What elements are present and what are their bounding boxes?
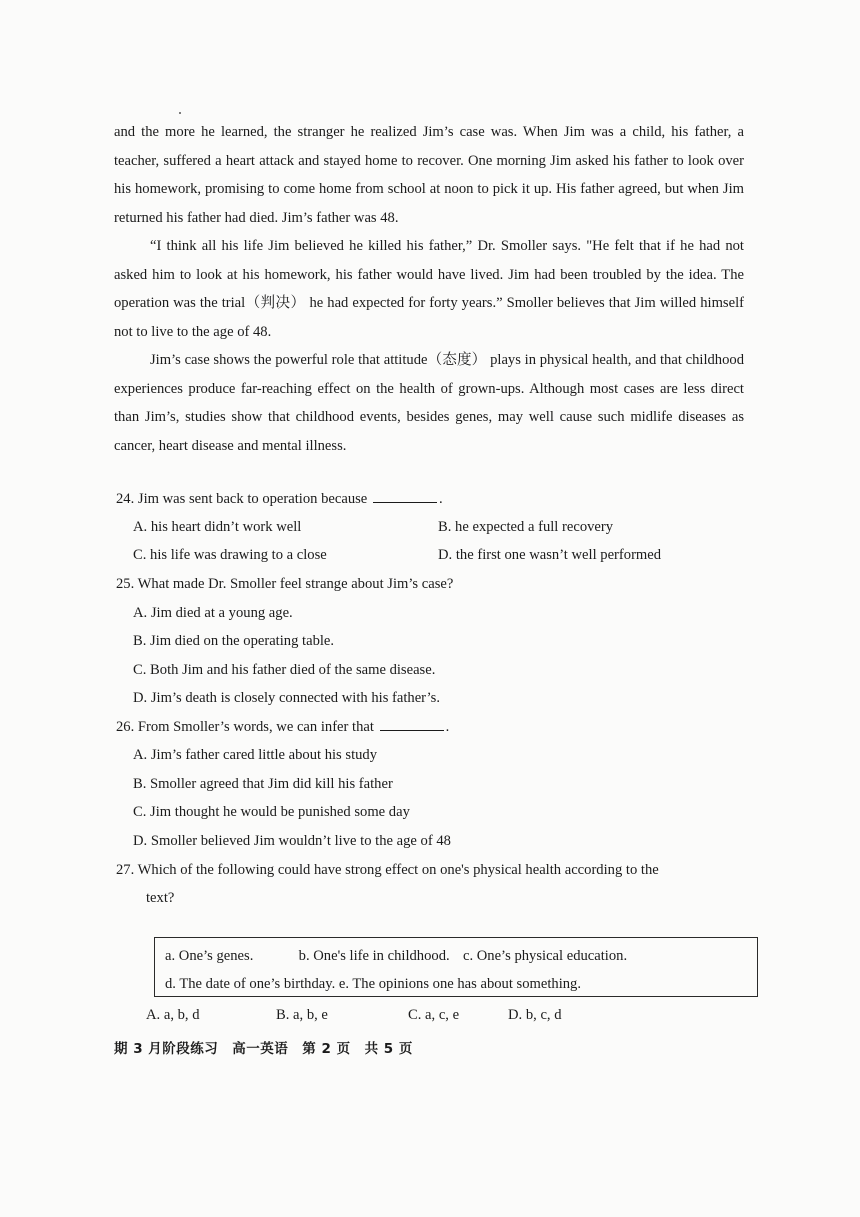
question-27-stem-line-2: text?: [146, 890, 175, 906]
option-text: his life was drawing to a close: [150, 547, 327, 563]
q24-option-c: [133, 541, 327, 570]
option-text: Smoller believed Jim wouldn’t live to the age of 48: [150, 833, 451, 849]
factor-line-1: [165, 942, 627, 970]
option-letter: C.: [133, 547, 147, 563]
option-text: a, b, e: [293, 1007, 328, 1023]
question-punct: .: [438, 491, 443, 507]
q24-option-a: [133, 513, 301, 542]
factor-e: e. The opinions one has about something.: [338, 976, 581, 992]
q24-option-b: [438, 513, 613, 542]
option-letter: B.: [438, 519, 452, 535]
option-letter: B.: [133, 776, 147, 792]
option-text: b, c, d: [525, 1007, 562, 1023]
q26-option-d: [133, 827, 451, 856]
q27-option-c: [408, 1001, 459, 1030]
question-text: Which of the following could have strong effect on one's physical health according to the: [137, 862, 659, 878]
factor-d: d. The date of one’s birthday.: [165, 976, 336, 992]
factor-b: b. One's life in childhood.: [298, 948, 450, 964]
option-text: a, b, d: [163, 1007, 200, 1023]
passage-paragraph-2: “I think all his life Jim believed he killed his father,” Dr. Smoller says. "He felt that if he had not asked him to look at his homework, his father would have lived. Jim had been troubled by the idea. The operation was the trial（判决） he had expected for forty years.” Smoller believes that Jim willed himself not to live to the age of 48.: [114, 238, 744, 340]
q26-option-b: [133, 770, 393, 799]
q27-option-b: [276, 1001, 328, 1030]
factor-a: a. One’s genes.: [165, 948, 254, 964]
option-text: Jim died on the operating table.: [150, 633, 335, 649]
question-number: 25.: [116, 576, 135, 592]
question-24-stem: [116, 485, 746, 514]
stray-mark: [179, 112, 181, 114]
question-text: From Smoller’s words, we can infer that: [137, 719, 374, 735]
factor-c: c. One’s physical education.: [462, 948, 628, 964]
passage-paragraph-1: and the more he learned, the stranger he realized Jim’s case was. When Jim was a child, his father, a teacher, suffered a heart attack and stayed home to recover. One morning Jim asked his father to look over his homework, promising to come home from school at noon to pick it up. His father agreed, but when Jim returned his father had died. Jim’s father was 48.: [114, 124, 744, 226]
option-text: Smoller agreed that Jim did kill his father: [150, 776, 393, 792]
option-text: he expected a full recovery: [455, 519, 614, 535]
q24-option-d: [438, 541, 661, 570]
q27-option-d: [508, 1001, 562, 1030]
option-letter: B.: [133, 633, 147, 649]
question-number: 27.: [116, 862, 135, 878]
option-text: his heart didn’t work well: [150, 519, 302, 535]
factor-box: [154, 937, 758, 997]
option-letter: D.: [133, 833, 148, 849]
option-text: the first one wasn’t well performed: [455, 547, 662, 563]
option-letter: A.: [133, 747, 148, 763]
option-letter: D.: [508, 1007, 523, 1023]
q27-option-a: [146, 1001, 200, 1030]
option-text: Jim thought he would be punished some day: [150, 804, 410, 820]
option-letter: C.: [133, 662, 147, 678]
question-punct: .: [445, 719, 450, 735]
option-text: Both Jim and his father died of the same disease.: [150, 662, 436, 678]
option-text: Jim’s father cared little about his study: [150, 747, 378, 763]
option-letter: D.: [438, 547, 453, 563]
option-letter: B.: [276, 1007, 290, 1023]
answer-blank: [373, 488, 437, 503]
option-letter: D.: [133, 690, 148, 706]
q25-option-d: [133, 684, 440, 713]
q25-option-b: [133, 627, 334, 656]
q26-option-a: [133, 741, 377, 770]
question-25-stem: [116, 570, 746, 599]
passage-paragraph-3: Jim’s case shows the powerful role that attitude（态度） plays in physical health, and that childhood experiences produce far-reaching effect on the health of grown-ups. Although most cases are less direct than Jim’s, studies show that childhood events, besides genes, may well cause such midlife diseases as cancer, heart disease and mental illness.: [114, 352, 744, 454]
factor-line-2: [165, 970, 581, 998]
option-letter: A.: [133, 519, 148, 535]
q25-option-a: [133, 599, 293, 628]
question-26-stem: [116, 713, 746, 742]
option-letter: C.: [133, 804, 147, 820]
page-footer: 期 3 月阶段练习 高一英语 第 2 页 共 5 页: [114, 1041, 413, 1057]
question-27-stem: [116, 856, 746, 885]
question-text: What made Dr. Smoller feel strange about Jim’s case?: [137, 576, 454, 592]
option-letter: C.: [408, 1007, 422, 1023]
option-letter: A.: [133, 605, 148, 621]
question-number: 24.: [116, 491, 135, 507]
option-letter: A.: [146, 1007, 161, 1023]
question-text: Jim was sent back to operation because: [137, 491, 368, 507]
option-text: a, c, e: [425, 1007, 460, 1023]
answer-blank: [380, 716, 444, 731]
option-text: Jim’s death is closely connected with his father’s.: [150, 690, 440, 706]
question-number: 26.: [116, 719, 135, 735]
option-text: Jim died at a young age.: [150, 605, 293, 621]
q25-option-c: [133, 656, 435, 685]
q26-option-c: [133, 798, 410, 827]
